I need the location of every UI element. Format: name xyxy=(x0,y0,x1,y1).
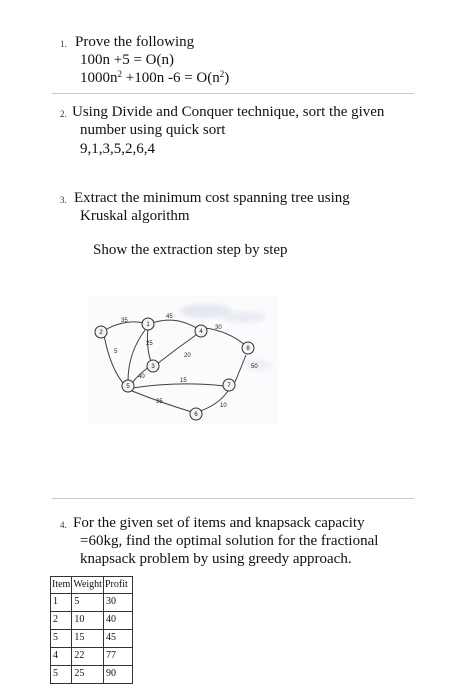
cell-item: 1 xyxy=(51,594,72,612)
table-row xyxy=(51,612,133,630)
cell-weight: 15 xyxy=(72,630,104,648)
graph-node-label: 7 xyxy=(227,383,231,390)
graph-edge-weight: 35 xyxy=(156,399,163,405)
graph-edge-weight: 45 xyxy=(166,314,173,320)
graph-edge-weight: 10 xyxy=(220,403,227,409)
cell-item: 4 xyxy=(51,648,72,666)
table-row xyxy=(51,648,133,666)
cell-weight: 25 xyxy=(72,666,104,684)
q2-sequence: 9,1,3,5,2,6,4 xyxy=(80,141,155,157)
graph-edge-weight: 30 xyxy=(215,325,222,331)
graph-edge-weight: 15 xyxy=(180,378,187,384)
table-row xyxy=(51,594,133,612)
header-profit: Profit xyxy=(103,577,132,594)
cell-weight: 22 xyxy=(72,648,104,666)
q2-line-2: number using quick sort xyxy=(80,122,226,138)
graph-edge-weight: 35 xyxy=(121,318,128,324)
divider-1 xyxy=(52,93,414,94)
q3-line-1: Extract the minimum cost spanning tree using xyxy=(74,190,350,206)
graph-node-label: 2 xyxy=(99,330,103,337)
cell-weight: 10 xyxy=(72,612,104,630)
cell-profit: 40 xyxy=(103,612,132,630)
cell-profit: 30 xyxy=(103,594,132,612)
graph-edge-weight: 20 xyxy=(184,353,191,359)
cell-weight: 5 xyxy=(72,594,104,612)
knapsack-table xyxy=(50,576,133,684)
q4-line-1: For the given set of items and knapsack capacity xyxy=(73,515,365,531)
q2-number: 2. xyxy=(60,109,67,119)
graph-node-label: 4 xyxy=(199,329,203,336)
graph-node-label: 1 xyxy=(146,322,150,329)
graph-edge-weight: 5 xyxy=(114,349,118,355)
cell-profit: 45 xyxy=(103,630,132,648)
table-row xyxy=(51,666,133,684)
graph-node-label: 5 xyxy=(126,384,130,391)
graph-edge-weight: 40 xyxy=(138,374,145,380)
cell-item: 5 xyxy=(51,666,72,684)
q1-title: Prove the following xyxy=(75,34,195,50)
graph-edge-weight: 25 xyxy=(146,341,153,347)
cell-item: 2 xyxy=(51,612,72,630)
q2-line-1: Using Divide and Conquer technique, sort the given xyxy=(72,104,385,120)
q3-number: 3. xyxy=(60,195,67,205)
cell-item: 5 xyxy=(51,630,72,648)
header-weight: Weight xyxy=(72,577,104,594)
header-item: Item xyxy=(51,577,72,594)
q3-instruction: Show the extraction step by step xyxy=(93,242,288,258)
spanning-tree-graph xyxy=(88,295,278,425)
q1-equation-1: 100n +5 = O(n) xyxy=(80,52,174,68)
q4-number: 4. xyxy=(60,520,67,530)
divider-2 xyxy=(52,498,414,499)
q4-line-2: =60kg, find the optimal solution for the fractional xyxy=(80,533,379,549)
table-header-row xyxy=(51,577,133,594)
q1-equation-2: $1000n^2 +100n$ $-6 = O(n^2)$ xyxy=(80,69,230,86)
graph-node-label: 6 xyxy=(194,412,198,419)
q1-number: 1. xyxy=(60,39,67,49)
table-row xyxy=(51,630,133,648)
cell-profit: 90 xyxy=(103,666,132,684)
graph-edge-weight: 50 xyxy=(251,364,258,370)
graph-node-label: 3 xyxy=(151,364,155,371)
q3-line-2: Kruskal algorithm xyxy=(80,208,190,224)
q4-line-3: knapsack problem by using greedy approach. xyxy=(80,551,352,567)
graph-node-label: 8 xyxy=(246,346,250,353)
cell-profit: 77 xyxy=(103,648,132,666)
